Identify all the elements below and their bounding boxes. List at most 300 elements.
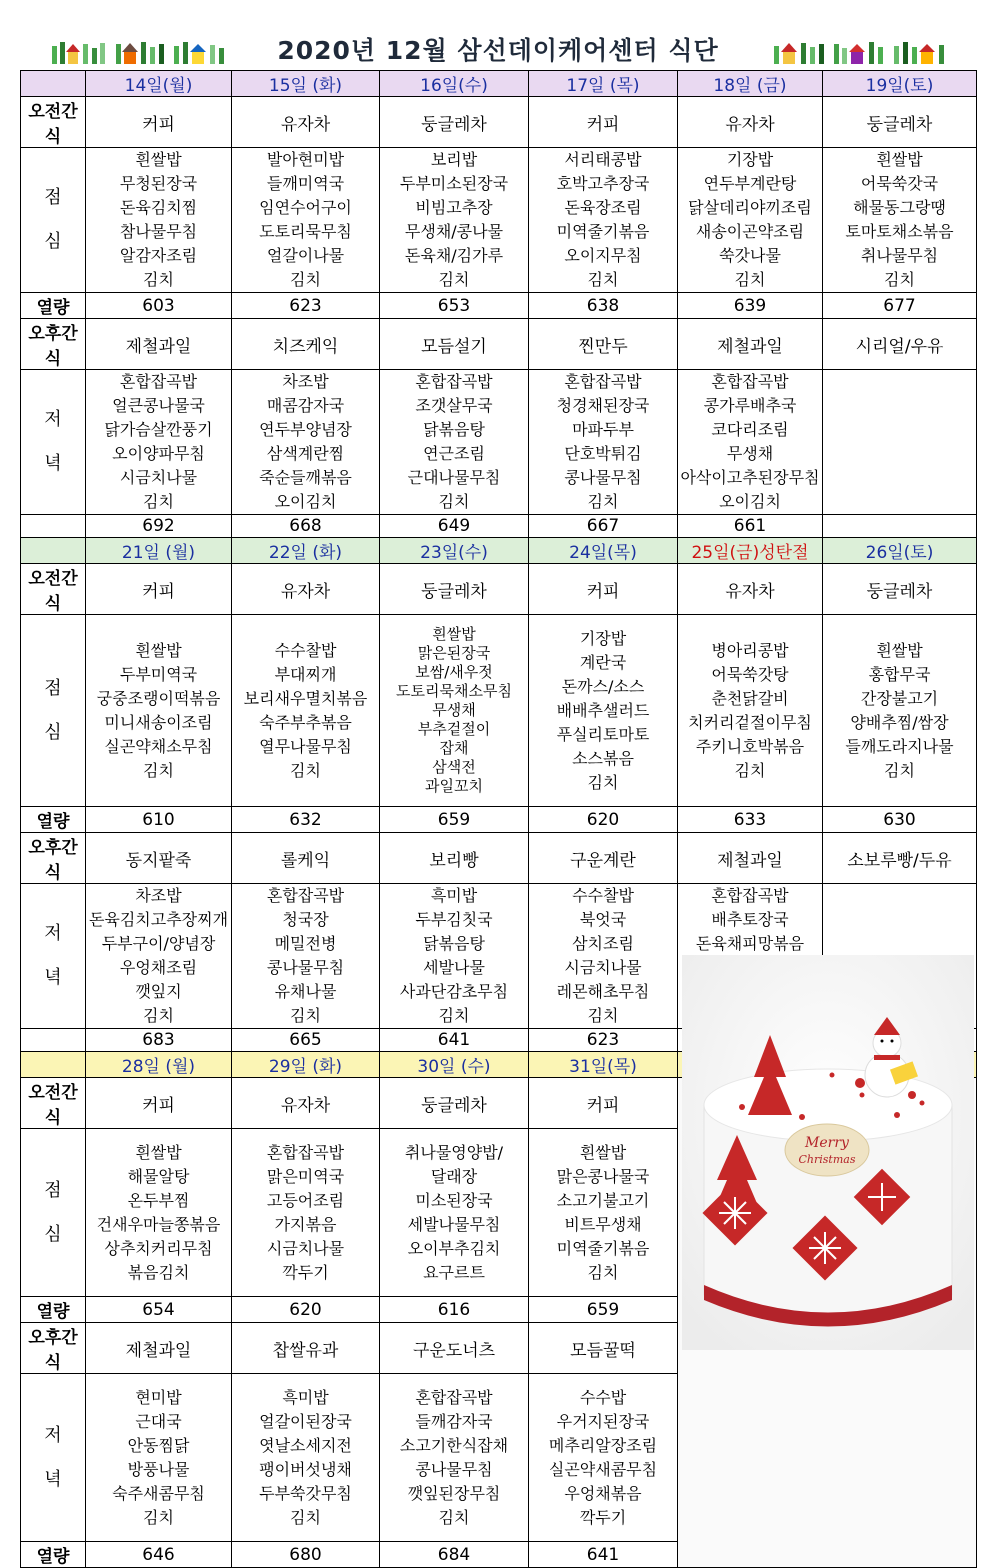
date-cell: 22일 (화)	[232, 538, 380, 564]
menu-item: 우거지된장국	[556, 1411, 650, 1431]
morning-snack-cell: 커피	[86, 564, 232, 615]
menu-item: 기장밥	[579, 628, 627, 648]
dinner-kcal-cell: 641	[529, 1542, 678, 1568]
menu-item: 혼합잡곡밥	[415, 1387, 493, 1407]
menu-item: 수수찰밥	[274, 640, 337, 660]
afternoon-snack-cell: 소보루빵/두유	[823, 833, 977, 884]
menu-item: 미소된장국	[415, 1190, 493, 1210]
menu-item: 참나물무침	[119, 222, 198, 241]
dinner-cell	[529, 884, 678, 1029]
menu-item: 김치	[734, 270, 766, 289]
dinner-kcal-cell: 680	[232, 1542, 380, 1568]
dinner-kcal-cell: 667	[529, 515, 678, 538]
lunch-kcal-cell: 603	[86, 293, 232, 319]
date-cell: 29일 (화)	[232, 1052, 380, 1078]
menu-item: 도토리묵채소무침	[396, 682, 512, 700]
dinner-cell	[678, 370, 823, 515]
dinner-cell	[823, 370, 977, 515]
menu-item: 소고기불고기	[556, 1190, 650, 1210]
menu-item: 근대국	[135, 1411, 182, 1431]
menu-item: 양배추찜/쌈장	[850, 712, 949, 732]
menu-item: 비빔고추장	[415, 198, 493, 217]
menu-item: 유채나물	[274, 982, 337, 1001]
menu-item: 차조밥	[282, 372, 329, 391]
menu-item: 아삭이고추된장무침	[680, 468, 820, 487]
menu-item: 단호박튀김	[564, 444, 642, 463]
lunch-cell	[380, 1129, 529, 1297]
menu-item: 흰쌀밥	[876, 640, 923, 660]
menu-item: 들깨미역국	[266, 174, 345, 193]
menu-item: 청경채된장국	[556, 396, 650, 415]
menu-item: 궁중조랭이떡볶음	[96, 688, 221, 708]
menu-item: 치커리겉절이무침	[688, 712, 812, 732]
menu-item: 김치	[587, 1006, 619, 1025]
lunch-kcal-label: 열량	[21, 293, 86, 319]
menu-item: 어묵쑥갓탕	[711, 664, 789, 684]
lunch-kcal-cell: 677	[823, 293, 977, 319]
lunch-cell	[86, 148, 232, 293]
menu-item: 미역줄기볶음	[556, 222, 650, 241]
menu-item: 김치	[587, 270, 619, 289]
menu-item: 기장밥	[726, 150, 774, 169]
menu-item: 혼합잡곡밥	[415, 372, 493, 391]
lunch-cell	[232, 615, 380, 807]
lunch-kcal-cell: 659	[380, 807, 529, 833]
dinner-row	[21, 370, 977, 515]
morning-snack-cell: 커피	[86, 1078, 232, 1129]
date-cell: 26일(토)	[823, 538, 977, 564]
dinner-kcal-cell: 641	[380, 1029, 529, 1052]
morning-snack-cell: 둥글레차	[823, 564, 977, 615]
menu-item: 간장불고기	[860, 688, 939, 708]
dinner-kcal-cell: 623	[529, 1029, 678, 1052]
lunch-row	[21, 148, 977, 293]
lunch-cell	[823, 148, 977, 293]
menu-item: 새송이곤약조림	[695, 222, 805, 241]
menu-item: 김치	[438, 492, 470, 511]
menu-item: 시금치나물	[266, 1238, 345, 1258]
dinner-kcal-cell: 646	[86, 1542, 232, 1568]
menu-item: 연근조림	[423, 444, 485, 463]
morning-snack-cell: 둥글레차	[380, 1078, 529, 1129]
menu-item: 맑은된장국	[417, 644, 491, 662]
menu-item: 콩가루배추국	[703, 396, 797, 415]
menu-item: 김치	[587, 772, 619, 792]
menu-item: 토마토채소볶음	[845, 222, 954, 241]
morning-snack-cell: 유자차	[678, 97, 823, 148]
menu-item: 닭볶음탕	[423, 420, 485, 439]
menu-item: 돈육김치고추장찌개	[88, 910, 229, 929]
header	[20, 34, 976, 68]
menu-item: 오이양파무침	[112, 444, 205, 463]
menu-item: 잡채	[439, 739, 469, 757]
lunch-kcal-cell: 659	[529, 1297, 678, 1323]
menu-item: 춘천닭갈비	[711, 688, 789, 708]
dinner-cell	[86, 370, 232, 515]
menu-item: 해물동그랑땡	[853, 198, 946, 217]
menu-item: 맑은콩나물국	[556, 1166, 650, 1186]
menu-item: 과일꼬치	[425, 777, 483, 795]
menu-item: 보리새우멸치볶음	[243, 688, 368, 708]
morning-snack-label: 오전간식	[21, 564, 86, 615]
menu-item: 부추겉절이	[417, 720, 491, 738]
menu-item: 고등어조림	[266, 1190, 345, 1210]
menu-item: 닭살데리야끼조림	[688, 198, 812, 217]
afternoon-snack-row	[21, 833, 977, 884]
menu-item: 근대나물무침	[407, 468, 501, 487]
menu-item: 흰쌀밥	[135, 1142, 182, 1162]
cake-illustration	[682, 955, 974, 1350]
menu-item: 깻잎지	[135, 982, 182, 1001]
menu-item: 시금치나물	[564, 958, 642, 977]
menu-item: 닭볶음탕	[423, 934, 485, 953]
menu-item: 보쌈/새우젓	[415, 663, 493, 681]
lunch-label: 점 심	[21, 148, 86, 293]
menu-item: 김치	[143, 270, 174, 289]
menu-item: 연두부양념장	[259, 420, 352, 439]
menu-item: 실곤약새콤무침	[548, 1459, 658, 1479]
dinner-kcal-row	[21, 515, 977, 538]
menu-item: 부대찌개	[274, 664, 337, 684]
morning-snack-row	[21, 97, 977, 148]
dinner-cell	[380, 1374, 529, 1542]
menu-item: 코다리조림	[711, 420, 789, 439]
menu-item: 김치	[438, 1507, 470, 1527]
menu-item: 홍합무국	[868, 664, 931, 684]
lunch-kcal-cell: 616	[380, 1297, 529, 1323]
date-row	[21, 71, 977, 97]
menu-item: 돈육김치찜	[119, 198, 198, 217]
dinner-kcal-cell: 668	[232, 515, 380, 538]
morning-snack-cell: 둥글레차	[380, 564, 529, 615]
menu-item: 쑥갓나물	[719, 246, 781, 265]
lunch-label: 점 심	[21, 1129, 86, 1297]
menu-item: 맑은미역국	[266, 1166, 345, 1186]
menu-item: 청국장	[282, 910, 329, 929]
date-cell: 28일 (월)	[86, 1052, 232, 1078]
menu-item: 오이김치	[719, 492, 781, 511]
menu-item: 김치	[438, 270, 470, 289]
date-cell: 16일(수)	[380, 71, 529, 97]
village-icon	[772, 38, 830, 66]
menu-item: 소스볶음	[572, 748, 634, 768]
date-cell: 30일 (수)	[380, 1052, 529, 1078]
menu-item: 메밀전병	[274, 934, 337, 953]
afternoon-snack-cell: 구운계란	[529, 833, 678, 884]
lunch-cell	[529, 615, 678, 807]
date-row	[21, 538, 977, 564]
menu-item: 미역줄기볶음	[556, 1238, 650, 1258]
menu-item: 혼합잡곡밥	[266, 886, 345, 905]
menu-item: 세발나물무침	[407, 1214, 501, 1234]
menu-item: 깍두기	[282, 1262, 329, 1282]
menu-item: 깍두기	[579, 1507, 627, 1527]
christmas-cake-image	[682, 955, 974, 1350]
menu-item: 죽순들깨볶음	[259, 468, 352, 487]
lunch-kcal-row	[21, 293, 977, 319]
menu-item: 들깨감자국	[415, 1411, 493, 1431]
lunch-cell	[86, 1129, 232, 1297]
menu-item: 흰쌀밥	[135, 150, 182, 169]
dinner-cell	[380, 884, 529, 1029]
lunch-cell	[529, 1129, 678, 1297]
afternoon-snack-cell: 제철과일	[86, 1323, 232, 1374]
lunch-kcal-cell: 620	[529, 807, 678, 833]
date-cell: 17일 (목)	[529, 71, 678, 97]
menu-item: 김치	[290, 760, 321, 780]
dinner-cell	[86, 884, 232, 1029]
menu-item: 김치	[734, 760, 766, 780]
menu-item: 숙주새콤무침	[112, 1483, 205, 1503]
dinner-kcal-cell	[823, 515, 977, 538]
menu-item: 얼갈이된장국	[259, 1411, 352, 1431]
menu-item: 호박고추장국	[556, 174, 650, 193]
afternoon-snack-cell: 모듬꿀떡	[529, 1323, 678, 1374]
lunch-cell	[232, 148, 380, 293]
dinner-cell	[232, 884, 380, 1029]
menu-item: 서리태콩밥	[564, 150, 642, 169]
lunch-kcal-cell: 633	[678, 807, 823, 833]
dinner-cell	[232, 370, 380, 515]
menu-item: 흰쌀밥	[876, 150, 923, 169]
menu-item: 임연수어구이	[259, 198, 352, 217]
menu-item: 두부구이/양념장	[101, 934, 216, 953]
blank-cell	[21, 71, 86, 97]
menu-item: 돈육채/김가루	[404, 246, 504, 265]
menu-item: 우엉채볶음	[564, 1483, 642, 1503]
menu-item: 콩나물무침	[266, 958, 345, 977]
morning-snack-cell: 커피	[86, 97, 232, 148]
morning-snack-cell: 유자차	[232, 97, 380, 148]
blank-cell	[21, 538, 86, 564]
date-cell: 21일 (월)	[86, 538, 232, 564]
menu-item: 취나물영양밥/	[404, 1142, 504, 1162]
menu-item: 열무나물무침	[259, 736, 352, 756]
lunch-kcal-cell: 623	[232, 293, 380, 319]
menu-item: 흰쌀밥	[135, 640, 182, 660]
morning-snack-cell: 둥글레차	[380, 97, 529, 148]
morning-snack-cell: 유자차	[232, 564, 380, 615]
menu-item: 숙주부추볶음	[259, 712, 352, 732]
page-title: 2020년 12월 삼선데이케어센터 식단	[277, 36, 719, 65]
lunch-cell	[86, 615, 232, 807]
lunch-cell	[823, 615, 977, 807]
lunch-kcal-row	[21, 807, 977, 833]
menu-item: 깻잎된장무침	[407, 1483, 501, 1503]
dinner-cell	[86, 1374, 232, 1542]
menu-item: 어묵쑥갓국	[860, 174, 939, 193]
menu-item: 무생채	[432, 701, 476, 719]
menu-item: 보리밥	[430, 150, 478, 169]
morning-snack-cell: 커피	[529, 1078, 678, 1129]
menu-item: 수수밥	[579, 1387, 627, 1407]
dinner-kcal-label: 열량	[21, 1542, 86, 1568]
menu-item: 무생채/콩나물	[404, 222, 504, 241]
menu-item: 김치	[438, 1006, 470, 1025]
menu-item: 미니새송이조림	[104, 712, 213, 732]
menu-item: 북엇국	[579, 910, 627, 929]
menu-item: 흰쌀밥	[432, 625, 476, 643]
menu-item: 우엉채조림	[119, 958, 198, 977]
menu-item: 들깨도라지나물	[845, 736, 954, 756]
village-icon	[832, 38, 890, 66]
menu-item: 김치	[290, 1006, 321, 1025]
morning-snack-label: 오전간식	[21, 1078, 86, 1129]
afternoon-snack-cell: 롤케익	[232, 833, 380, 884]
dinner-kcal-cell: 683	[86, 1029, 232, 1052]
morning-snack-row	[21, 564, 977, 615]
blank-cell	[21, 515, 86, 538]
morning-snack-cell: 커피	[529, 97, 678, 148]
menu-item: 조갯살무국	[415, 396, 493, 415]
menu-item: 콩나물무침	[415, 1459, 493, 1479]
menu-item: 해물알탕	[127, 1166, 190, 1186]
menu-item: 김치	[143, 1507, 174, 1527]
menu-item: 콩나물무침	[564, 468, 642, 487]
dinner-label: 저 녁	[21, 370, 86, 515]
menu-item: 메추리알장조림	[548, 1435, 658, 1455]
menu-item: 김치	[587, 492, 619, 511]
menu-item: 혼합잡곡밥	[564, 372, 642, 391]
lunch-cell	[529, 148, 678, 293]
menu-item: 오이부추김치	[407, 1238, 501, 1258]
svg-text:Christmas: Christmas	[798, 1153, 856, 1166]
menu-item: 건새우마늘쫑볶음	[96, 1214, 221, 1234]
lunch-kcal-cell: 610	[86, 807, 232, 833]
menu-item: 팽이버섯냉채	[259, 1459, 352, 1479]
afternoon-snack-cell: 찹쌀유과	[232, 1323, 380, 1374]
cake-topper-text: Merry	[805, 1135, 849, 1151]
dinner-kcal-cell: 661	[678, 515, 823, 538]
menu-item: 안동찜닭	[127, 1435, 190, 1455]
menu-item: 매콤감자국	[266, 396, 345, 415]
afternoon-snack-cell: 제철과일	[86, 319, 232, 370]
menu-item: 가지볶음	[274, 1214, 337, 1234]
menu-item: 혼합잡곡밥	[711, 372, 789, 391]
menu-item: 취나물무침	[860, 246, 939, 265]
menu-item: 세발나물	[423, 958, 485, 977]
lunch-kcal-cell: 638	[529, 293, 678, 319]
dinner-label: 저 녁	[21, 884, 86, 1029]
menu-item: 무청된장국	[119, 174, 198, 193]
menu-item: 김치	[587, 1262, 619, 1282]
menu-item: 도토리묵무침	[259, 222, 352, 241]
menu-item: 수수찰밥	[572, 886, 634, 905]
menu-item: 병아리콩밥	[711, 640, 789, 660]
menu-item: 온두부찜	[127, 1190, 190, 1210]
morning-snack-cell: 둥글레차	[823, 97, 977, 148]
menu-item: 김치	[143, 492, 174, 511]
menu-item: 김치	[290, 1507, 321, 1527]
menu-item: 무생채	[726, 444, 774, 463]
menu-item: 삼색전	[432, 758, 476, 776]
menu-item: 알감자조림	[119, 246, 198, 265]
dinner-label: 저 녁	[21, 1374, 86, 1542]
menu-item: 연두부계란탕	[703, 174, 797, 193]
menu-item: 계란국	[579, 652, 627, 672]
lunch-kcal-cell: 630	[823, 807, 977, 833]
lunch-cell	[678, 615, 823, 807]
menu-item: 혼합잡곡밥	[711, 886, 789, 905]
menu-item: 혼합잡곡밥	[119, 372, 198, 391]
menu-item: 닭가슴살깐풍기	[104, 420, 213, 439]
afternoon-snack-cell: 찐만두	[529, 319, 678, 370]
afternoon-snack-row	[21, 319, 977, 370]
afternoon-snack-cell: 제철과일	[678, 833, 823, 884]
menu-item: 배추토장국	[711, 910, 789, 929]
menu-item: 흰쌀밥	[579, 1142, 627, 1162]
date-cell: 18일 (금)	[678, 71, 823, 97]
dinner-kcal-cell: 692	[86, 515, 232, 538]
date-cell: 24일(목)	[529, 538, 678, 564]
lunch-label: 점 심	[21, 615, 86, 807]
menu-item: 비트무생채	[564, 1214, 642, 1234]
menu-item: 김치	[143, 1006, 174, 1025]
afternoon-snack-cell: 동지팥죽	[86, 833, 232, 884]
dinner-kcal-cell: 649	[380, 515, 529, 538]
menu-item: 요구르트	[423, 1262, 485, 1282]
afternoon-snack-cell: 치즈케익	[232, 319, 380, 370]
afternoon-snack-cell: 제철과일	[678, 319, 823, 370]
dinner-cell	[232, 1374, 380, 1542]
menu-item: 김치	[884, 760, 915, 780]
menu-item: 마파두부	[572, 420, 634, 439]
afternoon-snack-cell: 보리빵	[380, 833, 529, 884]
lunch-cell	[380, 148, 529, 293]
menu-item: 실곤약채소무침	[104, 736, 213, 756]
afternoon-snack-label: 오후간식	[21, 833, 86, 884]
afternoon-snack-cell: 구운도너츠	[380, 1323, 529, 1374]
menu-item: 김치	[143, 760, 174, 780]
menu-item: 돈육장조림	[564, 198, 642, 217]
lunch-kcal-label: 열량	[21, 807, 86, 833]
menu-item: 사과단감초무침	[399, 982, 509, 1001]
menu-item: 흑미밥	[282, 1387, 329, 1407]
menu-item: 볶음김치	[127, 1262, 190, 1282]
date-cell: 31일(목)	[529, 1052, 678, 1078]
menu-item: 얼갈이나물	[266, 246, 345, 265]
menu-item: 흑미밥	[430, 886, 478, 905]
date-cell: 14일(월)	[86, 71, 232, 97]
menu-item: 차조밥	[135, 886, 182, 905]
lunch-row	[21, 615, 977, 807]
dinner-cell	[529, 1374, 678, 1542]
morning-snack-label: 오전간식	[21, 97, 86, 148]
blank-cell	[21, 1052, 86, 1078]
dinner-cell	[380, 370, 529, 515]
afternoon-snack-cell: 시리얼/우유	[823, 319, 977, 370]
menu-item: 현미밥	[135, 1387, 182, 1407]
menu-item: 김치	[884, 270, 915, 289]
menu-item: 달래장	[430, 1166, 478, 1186]
menu-item: 시금치나물	[119, 468, 198, 487]
date-cell: 23일(수)	[380, 538, 529, 564]
lunch-kcal-cell: 620	[232, 1297, 380, 1323]
morning-snack-cell: 유자차	[678, 564, 823, 615]
morning-snack-cell: 커피	[529, 564, 678, 615]
menu-item: 두부쑥갓무침	[259, 1483, 352, 1503]
date-cell: 19일(토)	[823, 71, 977, 97]
dinner-cell	[529, 370, 678, 515]
menu-item: 얼큰콩나물국	[112, 396, 205, 415]
menu-item: 두부김칫국	[415, 910, 493, 929]
lunch-cell	[678, 148, 823, 293]
menu-item: 돈육채피망볶음	[695, 934, 805, 953]
date-cell: 15일 (화)	[232, 71, 380, 97]
menu-item: 혼합잡곡밥	[266, 1142, 345, 1162]
menu-item: 푸실리토마토	[556, 724, 650, 744]
date-cell: 25일(금)성탄절	[678, 538, 823, 564]
